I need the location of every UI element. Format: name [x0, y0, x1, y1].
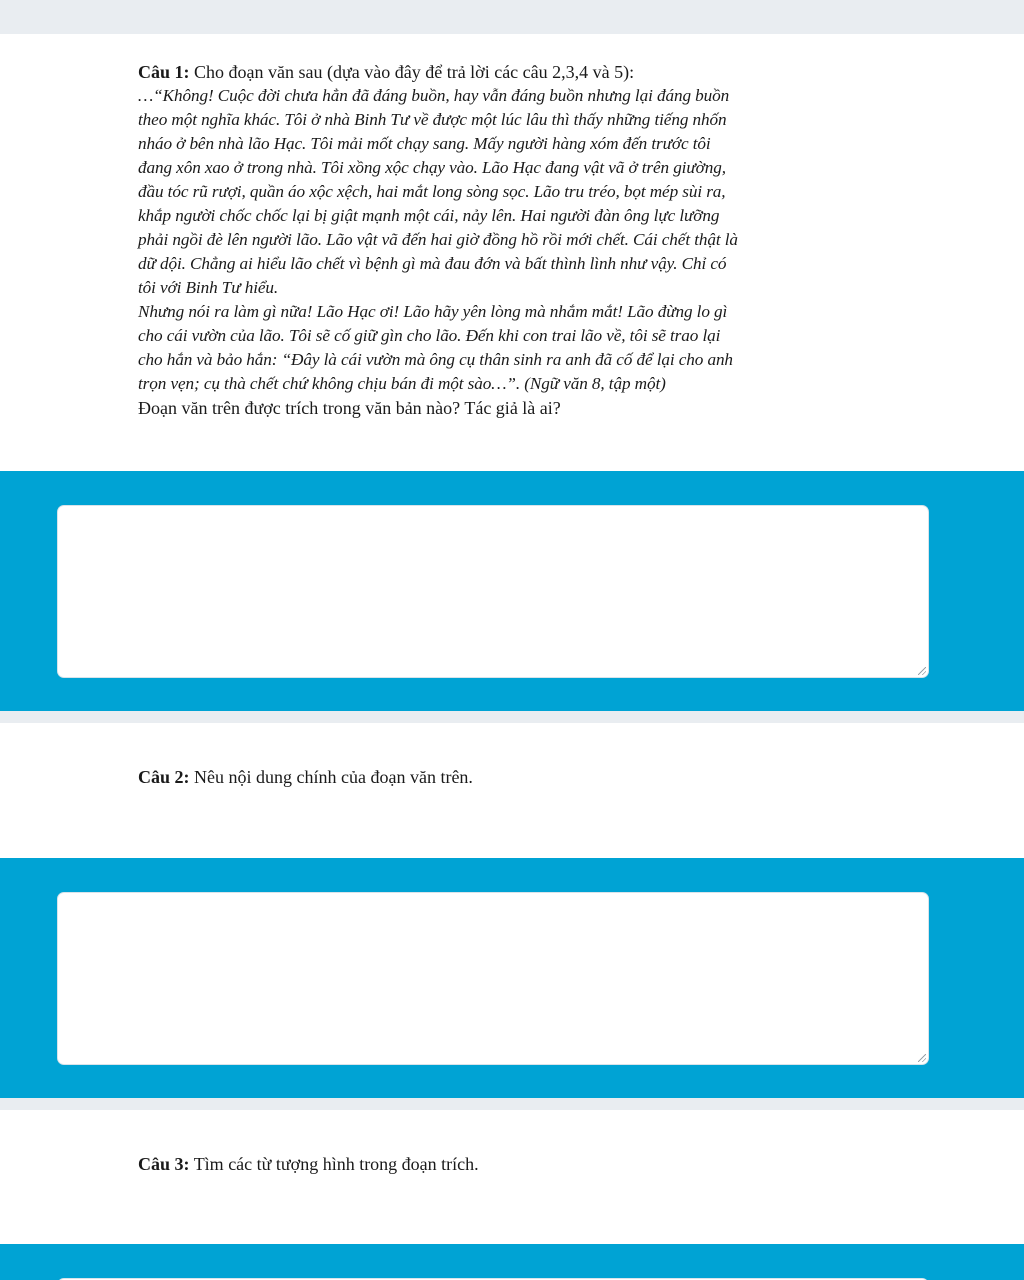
passage-line: trọn vẹn; cụ thà chết chứ không chịu bán đi một sào…”. (Ngữ văn 8, tập một)	[138, 374, 666, 393]
passage-line: cho cái vườn của lão. Tôi sẽ cố giữ gìn cho lão. Đến khi con trai lão về, tôi sẽ trao lại	[138, 326, 721, 345]
question-3	[138, 1152, 878, 1176]
passage-line: đang xôn xao ở trong nhà. Tôi xồng xộc chạy vào. Lão Hạc đang vật vã ở trên giường,	[138, 158, 726, 177]
passage-line: …“Không! Cuộc đời chưa hẳn đã đáng buồn, hay vẫn đáng buồn nhưng lại đáng buồn	[138, 86, 730, 105]
question-1-header	[138, 60, 878, 84]
question-2-prompt: Nêu nội dung chính của đoạn văn trên.	[189, 767, 473, 787]
passage-line: nháo ở bên nhà lão Hạc. Tôi mải mốt chạy sang. Mấy người hàng xóm đến trước tôi	[138, 134, 711, 153]
question-2-label: Câu 2:	[138, 767, 190, 787]
section-separator	[0, 711, 1024, 723]
answer-section-3	[0, 1244, 1024, 1280]
answer-textarea-2[interactable]	[57, 892, 929, 1065]
passage-line: đầu tóc rũ rượi, quần áo xộc xệch, hai mắt long sòng sọc. Lão tru tréo, bọt mép sùi ra,	[138, 182, 726, 201]
answer-textarea-1[interactable]	[57, 505, 929, 678]
passage-line: theo một nghĩa khác. Tôi ở nhà Binh Tư về được một lúc lâu thì thấy những tiếng nhốn	[138, 110, 727, 129]
passage-line: phải ngồi đè lên người lão. Lão vật vã đến hai giờ đồng hồ rồi mới chết. Cái chết thật là	[138, 230, 738, 249]
question-2-header	[138, 765, 878, 789]
question-2	[138, 765, 878, 789]
passage-line: Nhưng nói ra làm gì nữa! Lão Hạc ơi! Lão hãy yên lòng mà nhắm mắt! Lão đừng lo gì	[138, 302, 728, 321]
question-3-header	[138, 1152, 878, 1176]
question-1-question: Đoạn văn trên được trích trong văn bản nào? Tác giả là ai?	[138, 398, 561, 418]
section-separator	[0, 1098, 1024, 1110]
question-1-label: Câu 1:	[138, 62, 190, 82]
passage-line: cho hắn và bảo hắn: “Đây là cái vườn mà ông cụ thân sinh ra anh đã cố để lại cho anh	[138, 350, 733, 369]
passage-line: dữ dội. Chẳng ai hiểu lão chết vì bệnh gì mà đau đớn và bất thình lình như vậy. Chỉ có	[138, 254, 727, 273]
passage-line: tôi với Binh Tư hiểu.	[138, 278, 279, 297]
question-1	[138, 60, 878, 420]
top-band	[0, 0, 1024, 34]
passage-line: khắp người chốc chốc lại bị giật mạnh một cái, nảy lên. Hai người đàn ông lực lưỡng	[138, 206, 720, 225]
answer-section-1	[0, 471, 1024, 711]
question-3-prompt: Tìm các từ tượng hình trong đoạn trích.	[189, 1154, 479, 1174]
answer-section-2	[0, 858, 1024, 1098]
question-1-prompt: Cho đoạn văn sau (dựa vào đây để trả lời các câu 2,3,4 và 5):	[189, 62, 635, 82]
passage	[138, 84, 878, 396]
question-3-label: Câu 3:	[138, 1154, 190, 1174]
